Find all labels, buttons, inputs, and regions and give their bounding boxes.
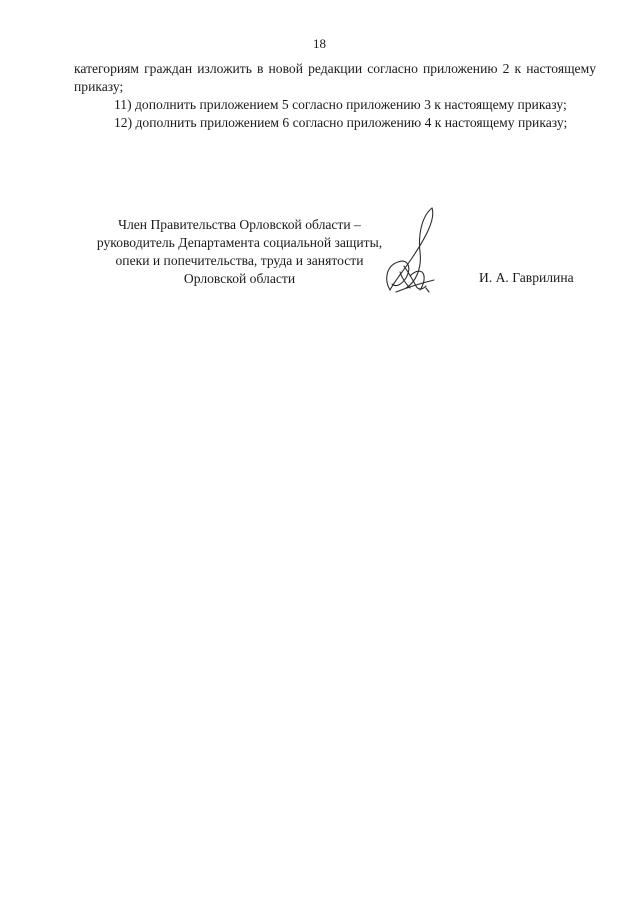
signer-position-line: опеки и попечительства, труда и занятости (115, 253, 364, 268)
page-number: 18 (313, 36, 326, 51)
paragraph-item-11: 11) дополнить приложением 5 согласно приложению 3 к настоящему приказу; (114, 97, 567, 112)
signer-name: И. А. Гаврилина (479, 270, 574, 285)
signer-position-line: Член Правительства Орловской области – (118, 217, 361, 232)
body-text (74, 60, 596, 132)
paragraph-item-12: 12) дополнить приложением 6 согласно приложению 4 к настоящему приказу; (114, 115, 568, 130)
handwritten-signature-icon (376, 206, 442, 298)
signer-position (62, 216, 417, 288)
paragraph-continuation: категориям граждан изложить в новой редакции согласно приложению 2 к настоящему приказу; (74, 61, 596, 94)
signer-position-line: руководитель Департамента социальной защиты, (96, 235, 383, 250)
signer-position-line: Орловской области (183, 271, 296, 286)
